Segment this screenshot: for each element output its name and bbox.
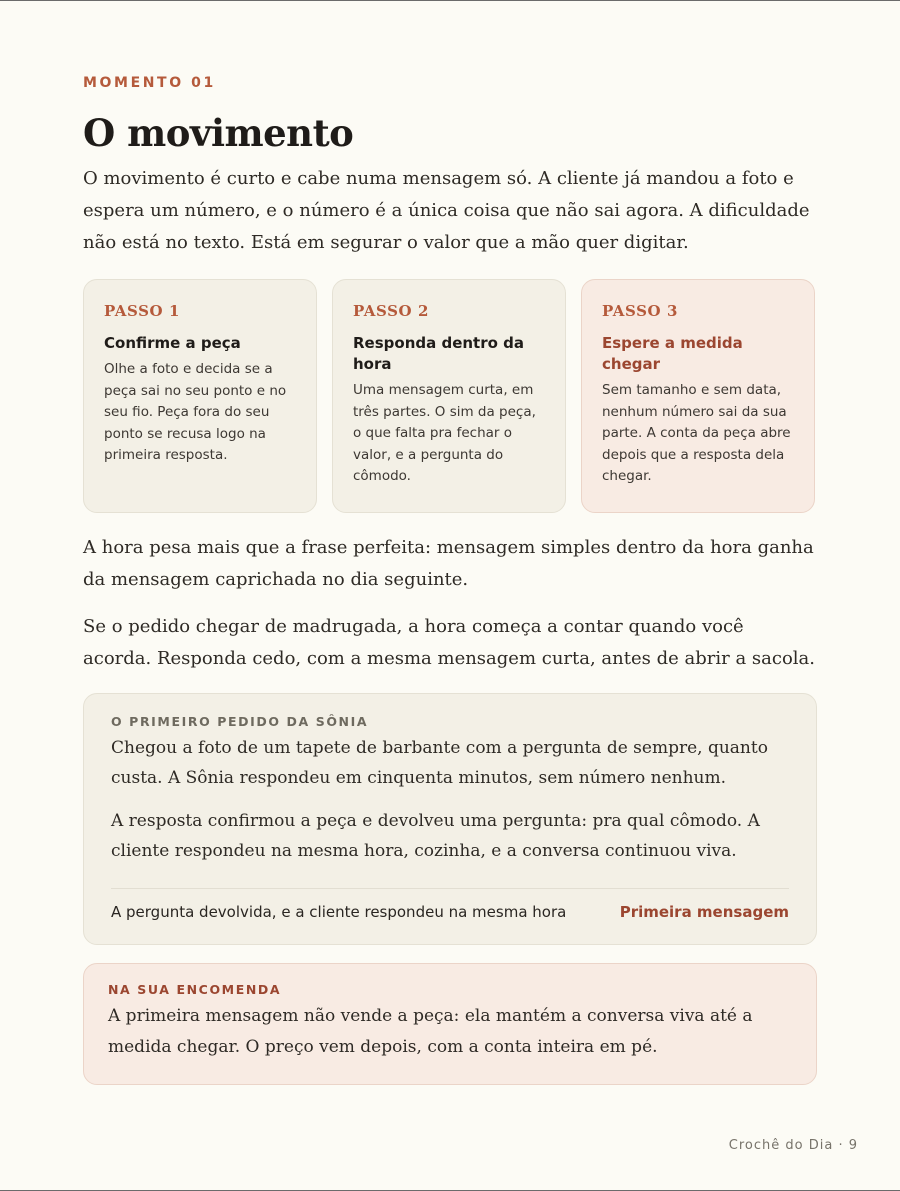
note-box <box>83 963 817 1085</box>
step-tag: PASSO 1 <box>104 302 181 320</box>
step-card-3 <box>581 279 815 513</box>
step-tag: PASSO 2 <box>353 302 430 320</box>
step-tag: PASSO 3 <box>602 302 679 320</box>
story-paragraph: Chegou a foto de um tapete de barbante com a pergunta de sempre, quanto custa. A Sônia respondeu em cinquenta minutos, sem número nenhum. <box>111 738 768 788</box>
note-text: A primeira mensagem não vende a peça: ela mantém a conversa viva até a medida chegar. O preço vem depois, com a conta inteira em pé. <box>108 1006 753 1057</box>
step-card-1 <box>83 279 317 513</box>
step-text: Uma mensagem curta, em três partes. O sim da peça, o que falta pra fechar o valor, e a pergunta do cômodo. <box>353 382 536 484</box>
story-paragraph: A resposta confirmou a peça e devolveu uma pergunta: pra qual cômodo. A cliente respondeu na mesma hora, cozinha, e a conversa continuou viva. <box>111 811 760 861</box>
story-label: O PRIMEIRO PEDIDO DA SÔNIA <box>111 714 369 729</box>
steps-row <box>83 279 817 515</box>
story-box <box>83 693 817 945</box>
first-message-link[interactable]: Primeira mensagem <box>619 903 789 921</box>
step-card-2 <box>332 279 566 513</box>
step-text: Olhe a foto e decida se a peça sai no seu ponto e no seu fio. Peça fora do seu ponto se recusa logo na primeira resposta. <box>104 361 287 463</box>
story-footer <box>111 888 789 921</box>
page-footer: Crochê do Dia · 9 <box>728 1138 858 1153</box>
body-paragraph: A hora pesa mais que a frase perfeita: mensagem simples dentro da hora ganha da mensagem caprichada no dia seguinte. <box>83 537 814 590</box>
body-paragraph: Se o pedido chegar de madrugada, a hora começa a contar quando você acorda. Responda cedo, com a mesma mensagem curta, antes de abrir a sacola. <box>83 616 815 669</box>
section-eyebrow: MOMENTO 01 <box>83 75 216 91</box>
step-text: Sem tamanho e sem data, nenhum número sai da sua parte. A conta da peça abre depois que a resposta dela chegar. <box>602 382 791 484</box>
step-title: Responda dentro da hora <box>353 334 524 373</box>
intro-paragraph: O movimento é curto e cabe numa mensagem só. A cliente já mandou a foto e espera um número, e o número é a única coisa que não sai agora. A dificuldade não está no texto. Está em segurar o valor que a mão quer digitar. <box>83 168 810 253</box>
page-title: O movimento <box>83 111 354 155</box>
step-title: Espere a medida chegar <box>602 334 743 373</box>
story-caption: A pergunta devolvida, e a cliente respondeu na mesma hora <box>111 903 567 921</box>
step-title: Confirme a peça <box>104 334 241 352</box>
note-label: NA SUA ENCOMENDA <box>108 982 282 997</box>
